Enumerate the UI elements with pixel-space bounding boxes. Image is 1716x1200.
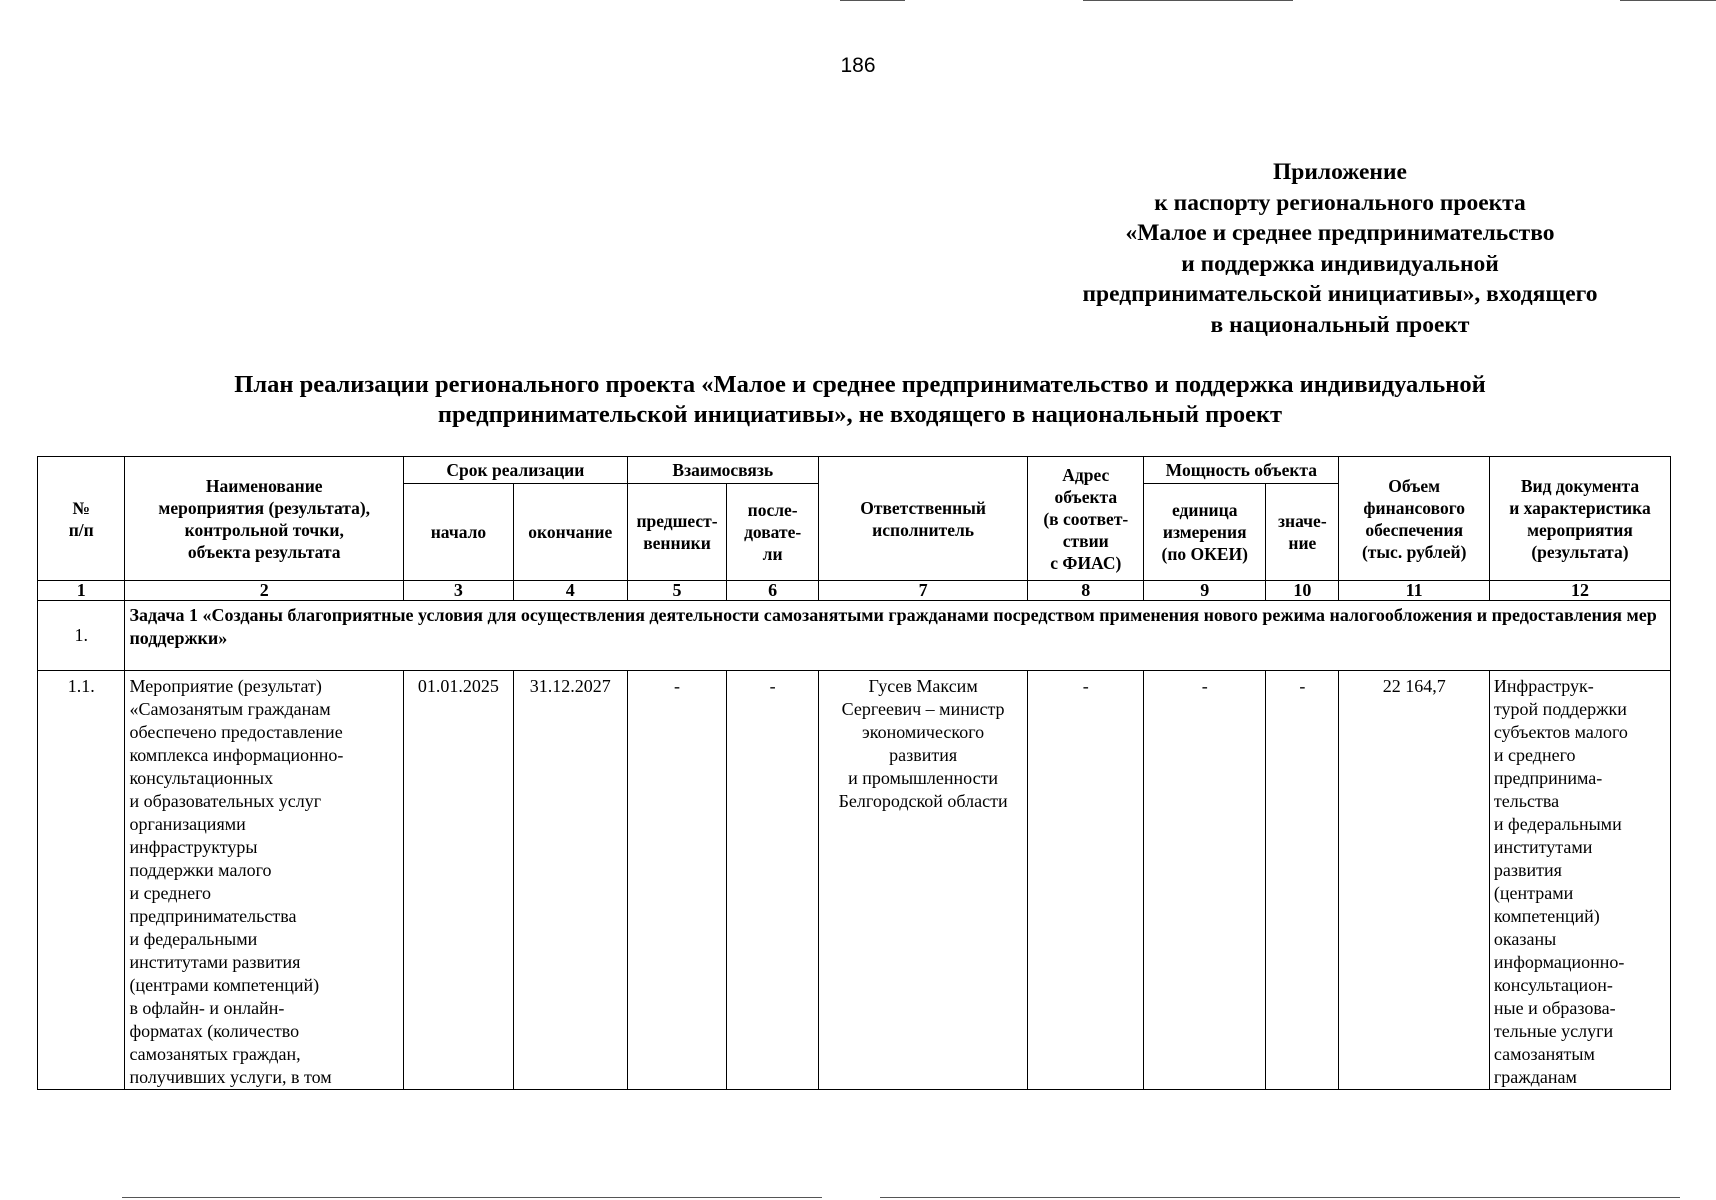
column-number: 5 [627,581,727,601]
header-num: № п/п [38,457,125,581]
item-address: - [1028,671,1144,1090]
task-number: 1. [38,601,125,671]
task-title: Задача 1 «Созданы благоприятные условия для осуществления деятельности самозанятыми гражданами посредством применения нового режима налогообложения и предоставления мер поддержки» [125,601,1671,671]
header-value: значе- ние [1266,484,1339,581]
header-address: Адрес объекта (в соответ- ствии с ФИАС) [1028,457,1144,581]
appendix-line: Приложение [1273,159,1407,185]
item-responsible: Гусев Максим Сергеевич – министр экономического развития и промышленности Белгородской области [818,671,1027,1090]
appendix-line: предпринимательской инициативы», входящего [1082,281,1598,307]
column-number-row [38,581,1671,601]
appendix-line: в национальный проект [1210,311,1470,338]
appendix-line: и поддержка индивидуальной [1181,250,1499,277]
column-number: 8 [1028,581,1144,601]
page-number: 186 [840,54,876,77]
column-number: 2 [125,581,404,601]
scan-artifact-top [840,0,905,1]
header-name: Наименование мероприятия (результата), контрольной точки, объекта результата [125,457,404,581]
column-number: 10 [1266,581,1339,601]
plan-title-line: План реализации регионального проекта «Малое и среднее предпринимательство и поддержка индивидуальной [234,371,1486,398]
item-start-date: 01.01.2025 [404,671,514,1090]
header-link: Взаимосвязь [627,457,818,484]
table-row [38,671,1671,1090]
column-number: 12 [1489,581,1670,601]
item-end-date: 31.12.2027 [513,671,627,1090]
item-funding: 22 164,7 [1339,671,1489,1090]
task-row [38,601,1671,671]
scan-artifact-bottom [880,1197,1680,1198]
header-doc-type: Вид документа и характеристика мероприятия (результата) [1489,457,1670,581]
header-unit: единица измерения (по ОКЕИ) [1144,484,1266,581]
item-number: 1.1. [38,671,125,1090]
appendix-line: «Малое и среднее предпринимательство [1125,220,1555,246]
header-capacity: Мощность объекта [1144,457,1339,484]
header-predecessors: предшест- венники [627,484,727,581]
item-name: Мероприятие (результат) «Самозанятым гражданам обеспечено предоставление комплекса информационно- консультационных и образовательных услуг организациями инфраструктуры поддержки малого и среднего предпринимательства и федеральными институтами развития (центрами компетенций) в офлайн- и онлайн- форматах (количество самозанятых граждан, получивших услуги, в том [125,671,404,1090]
plan-title-line: предпринимательской инициативы», не входящего в национальный проект [437,401,1283,428]
item-doc-type: Инфраструк- турой поддержки субъектов малого и среднего предпринима- тельства и федеральными институтами развития (центрами компетенций) оказаны информационно- консультацион- ные и образова- тельные услуги самозанятым гражданам [1489,671,1670,1090]
item-successors: - [727,671,819,1090]
plan-table [37,456,1671,1090]
header-successors: после- довате- ли [727,484,819,581]
header-responsible: Ответственный исполнитель [818,457,1027,581]
column-number: 3 [404,581,514,601]
header-funding: Объем финансового обеспечения (тыс. рублей) [1339,457,1489,581]
column-number: 7 [818,581,1027,601]
scan-artifact-top [1083,0,1293,1]
item-value: - [1266,671,1339,1090]
item-predecessors: - [627,671,727,1090]
column-number: 9 [1144,581,1266,601]
header-row [38,457,1671,484]
column-number: 6 [727,581,819,601]
appendix-heading [1030,157,1650,340]
header-end: окончание [513,484,627,581]
plan-title [40,370,1680,430]
column-number: 1 [38,581,125,601]
scan-artifact-top [1620,0,1716,1]
header-start: начало [404,484,514,581]
column-number: 11 [1339,581,1489,601]
scan-artifact-bottom [122,1197,822,1198]
item-unit: - [1144,671,1266,1090]
column-number: 4 [513,581,627,601]
header-period: Срок реализации [404,457,628,484]
appendix-line: к паспорту регионального проекта [1154,189,1526,216]
